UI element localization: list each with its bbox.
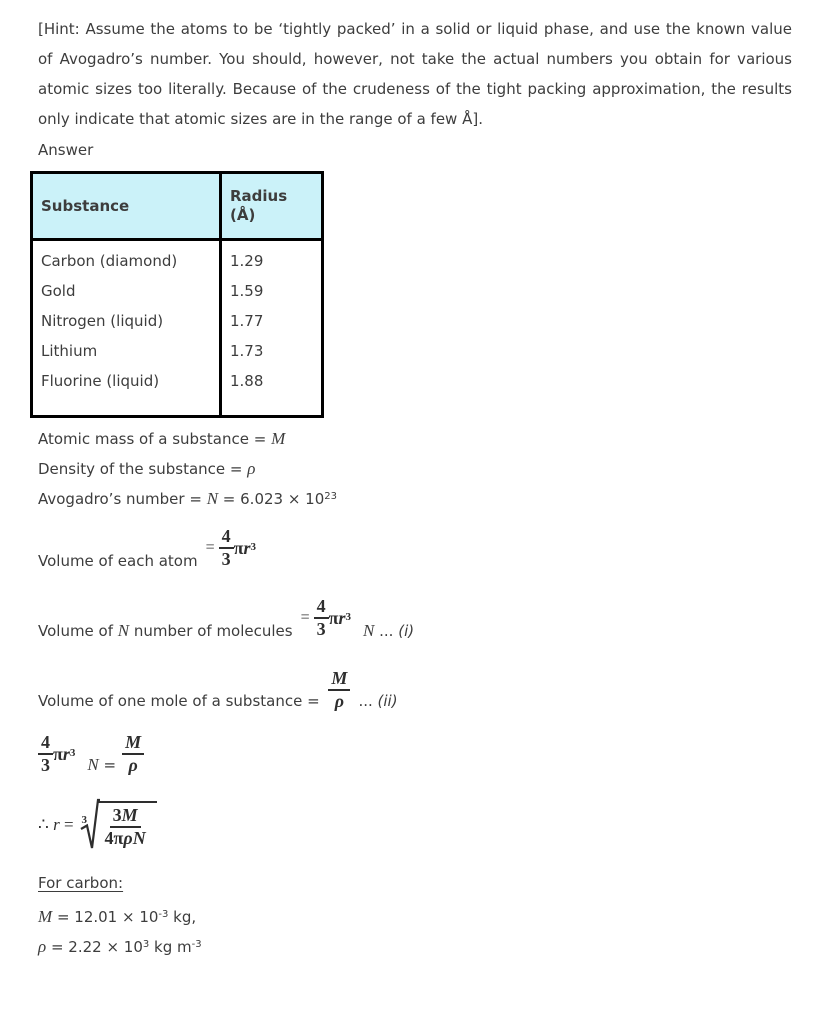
- definitions-block: [38, 424, 792, 514]
- volume-n-line: [38, 596, 792, 642]
- density-exponent: 3: [142, 939, 150, 950]
- fraction-denominator: ρ: [128, 755, 138, 775]
- volume-atom-label: Volume of each atom: [38, 552, 198, 570]
- m-var: M: [121, 805, 138, 825]
- pi-symbol: π: [328, 607, 339, 628]
- tail-n-var: N: [363, 621, 375, 640]
- equals-sign: =: [98, 756, 117, 774]
- m-var: M: [38, 907, 53, 926]
- fraction-denominator: [102, 828, 149, 849]
- carbon-density-line: [38, 932, 792, 962]
- therefore-symbol: ∴: [38, 815, 54, 834]
- radius-table-head: [32, 173, 323, 240]
- radius-cell: 1.59: [230, 282, 264, 300]
- mass-unit: kg,: [168, 908, 197, 926]
- volume-mole-label: Volume of one mole of a substance =: [38, 692, 325, 710]
- volume-atom-line: [38, 526, 792, 572]
- density-unit-exponent: -3: [191, 939, 202, 950]
- n-equals-text: [87, 754, 116, 776]
- radius-var: r: [243, 537, 251, 558]
- volume-mole-line: [38, 668, 792, 712]
- table-header-substance: Substance: [32, 173, 221, 240]
- table-header-radius: Radius (Å): [221, 173, 323, 240]
- pi-symbol: π: [53, 743, 63, 764]
- cube-exponent: 3: [345, 610, 352, 623]
- fraction-four-thirds: [314, 596, 329, 640]
- table-row: [32, 240, 323, 277]
- carbon-mass-line: [38, 902, 792, 932]
- therefore-r-equals: [38, 814, 74, 836]
- atomic-mass-line: [38, 424, 792, 454]
- den-coef: 4: [104, 828, 114, 848]
- mass-value: = 12.01 × 10: [52, 908, 159, 926]
- radius-var: r: [338, 607, 346, 628]
- fraction-denominator: 3: [316, 619, 326, 639]
- tail-dots: ...: [358, 692, 378, 710]
- radius-cell: 1.29: [230, 252, 264, 270]
- fraction-numerator: 4: [38, 732, 53, 755]
- lhs-four-thirds-pi-r3: [38, 732, 75, 776]
- root-index: 3: [81, 814, 88, 826]
- n-var: N: [132, 828, 146, 848]
- substance-cell: Carbon (diamond): [32, 240, 221, 277]
- rho-var: ρ: [123, 828, 133, 848]
- n-var: N: [87, 755, 99, 774]
- avogadro-exponent: 23: [324, 491, 338, 502]
- volume-n-label: [38, 620, 293, 642]
- fraction-denominator: 3: [41, 755, 50, 775]
- fraction-four-thirds: [38, 732, 53, 776]
- for-carbon-text: For carbon:: [38, 874, 124, 892]
- num-coef: 3: [112, 805, 122, 825]
- fraction-numerator: 4: [219, 526, 234, 549]
- r-var: r: [53, 815, 60, 834]
- root-content: [97, 801, 157, 849]
- volume-n-label-var: N: [117, 621, 130, 640]
- radius-result-line: [38, 798, 792, 852]
- radius-cell: 1.77: [230, 312, 264, 330]
- mass-exponent: -3: [158, 909, 169, 920]
- substance-cell: Fluorine (liquid): [32, 366, 221, 417]
- table-row: [32, 336, 323, 366]
- radius-var: r: [62, 743, 70, 764]
- fraction-3m-over-4pirhon: [102, 805, 149, 849]
- density-line: [38, 454, 792, 484]
- density-text: Density of the substance =: [38, 460, 248, 478]
- volume-n-label-post: number of molecules: [129, 622, 293, 640]
- tail-dots: ...: [374, 622, 399, 640]
- fraction-numerator: M: [328, 668, 350, 691]
- avogadro-value: = 6.023 × 10: [218, 490, 325, 508]
- pi-r-cubed: [53, 744, 75, 765]
- fraction-numerator: M: [122, 732, 144, 755]
- hint-paragraph: [Hint: Assume the atoms to be ‘tightly packed’ in a solid or liquid phase, and use the known value of Avogadro’s number. You should, however, not take the actual numbers you obtain for various atomic sizes too literally. Because of the crudeness of the tight packing approximation, the results only indicate that atomic sizes are in the range of a few Å].: [38, 20, 792, 128]
- table-row: [32, 366, 323, 417]
- equation-ref-i: (i): [398, 622, 415, 640]
- substance-cell: Nitrogen (liquid): [32, 306, 221, 336]
- pi-symbol: π: [113, 828, 124, 848]
- avogadro-text: Avogadro’s number =: [38, 490, 207, 508]
- fraction-m-over-rho: [122, 732, 144, 776]
- equate-volumes-line: [38, 732, 792, 776]
- fraction-numerator: 4: [314, 596, 329, 619]
- volume-n-tail: [363, 620, 414, 642]
- pi-r-cubed: [234, 538, 256, 559]
- fraction-numerator: [110, 805, 141, 828]
- equals-sign: =: [300, 609, 310, 626]
- density-unit: kg m: [149, 938, 192, 956]
- atomic-mass-var: M: [271, 429, 286, 448]
- substance-cell: Lithium: [32, 336, 221, 366]
- radius-cell: 1.73: [230, 342, 264, 360]
- table-row: [32, 306, 323, 336]
- fraction-four-thirds: [219, 526, 234, 570]
- fraction-denominator: ρ: [334, 691, 345, 711]
- volume-n-formula: [301, 596, 351, 640]
- answer-label: Answer: [38, 141, 94, 159]
- table-row: [32, 276, 323, 306]
- volume-atom-formula: [206, 526, 256, 570]
- fraction-denominator: 3: [221, 549, 231, 569]
- density-value: = 2.22 × 10: [46, 938, 143, 956]
- volume-n-label-pre: Volume of: [38, 622, 118, 640]
- pi-r-cubed: [329, 608, 351, 629]
- table-header-row: [32, 173, 323, 240]
- substance-cell: Gold: [32, 276, 221, 306]
- pi-symbol: π: [233, 537, 244, 558]
- radius-table: [30, 171, 324, 418]
- equals-sign: =: [205, 539, 215, 556]
- avogadro-var: N: [206, 489, 219, 508]
- rho-var: ρ: [38, 937, 47, 956]
- atomic-mass-text: Atomic mass of a substance =: [38, 430, 272, 448]
- equation-ref-ii: (ii): [377, 692, 398, 710]
- radius-cell: 1.88: [230, 372, 264, 390]
- fraction-m-over-rho: [328, 668, 350, 712]
- avogadro-line: [38, 484, 792, 514]
- cube-exponent: 3: [69, 746, 76, 759]
- volume-mole-tail: [358, 690, 397, 712]
- equals-sign: =: [59, 815, 74, 834]
- density-var: ρ: [247, 459, 256, 478]
- for-carbon-heading: [38, 868, 792, 898]
- cube-exponent: 3: [250, 540, 257, 553]
- radius-table-body: [32, 240, 323, 417]
- cube-root: [80, 798, 157, 852]
